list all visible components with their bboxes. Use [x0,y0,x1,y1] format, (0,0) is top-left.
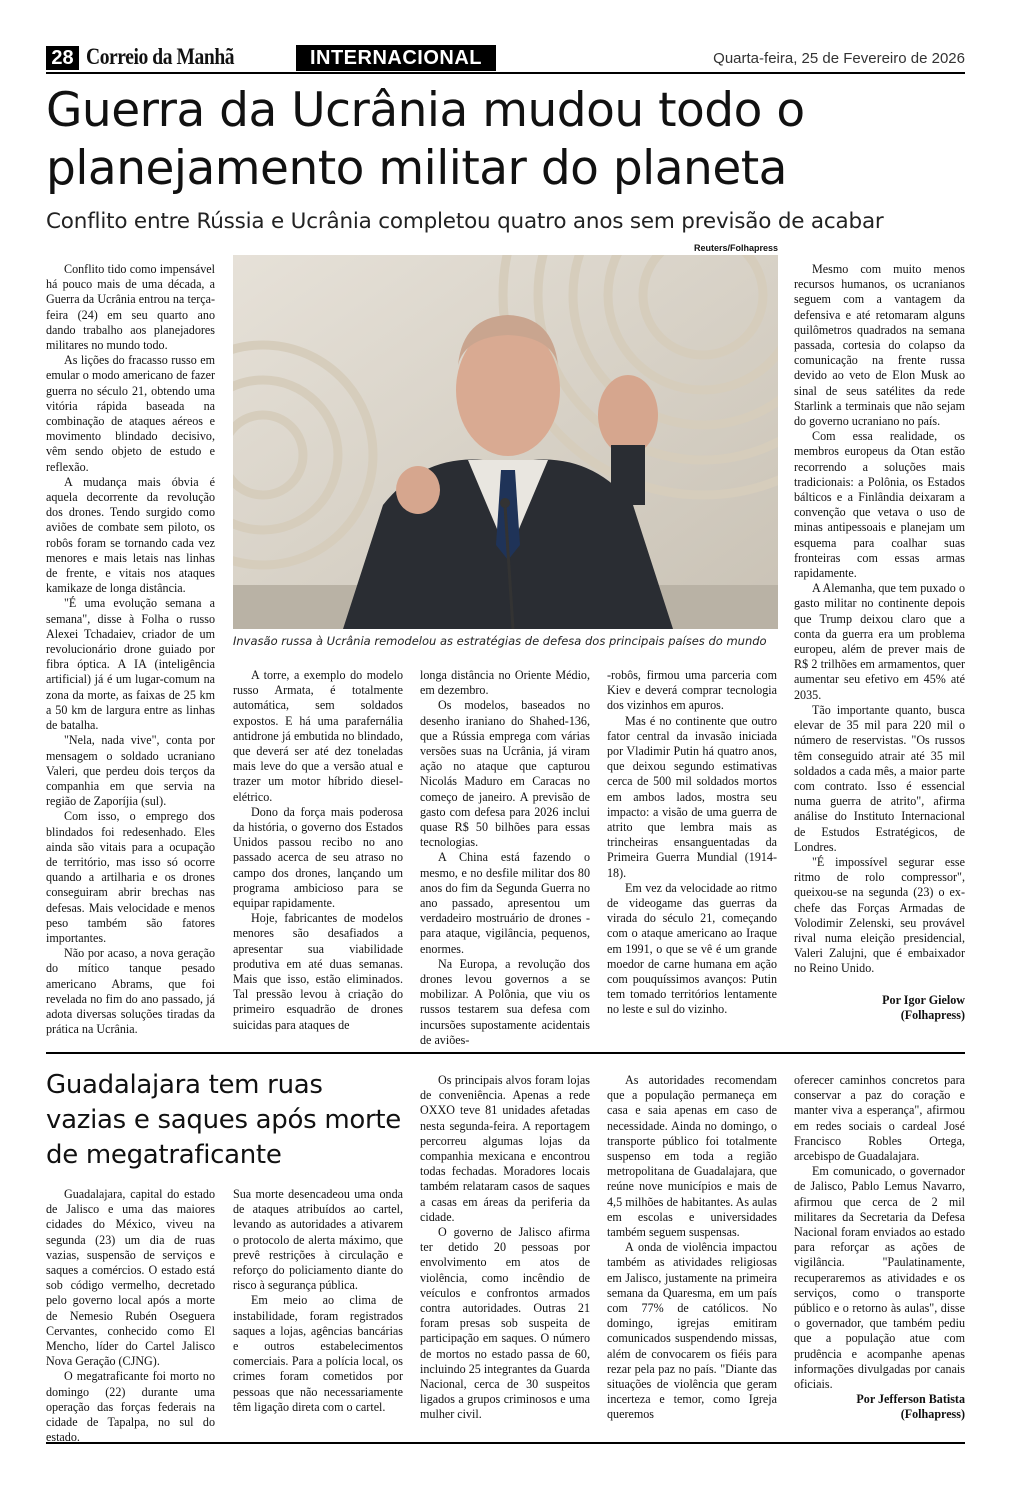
paragraph: Conflito tido como impensável há pouco mais de uma década, a Guerra da Ucrânia entrou na terça-feira (24) em seu quarto ano dando trabalho aos planejadores militares no mundo todo. [46,262,215,353]
paragraph: A torre, a exemplo do modelo russo Armata, é totalmente automática, sem soldados expostos. E há uma parafernália antidrone já embutida no blindado, que deverá ser até dez toneladas mais leve do que a versão atual e trazer um motor híbrido diesel-elétrico. [233,668,403,804]
page-number: 28 [46,46,79,70]
byline-source: (Folhapress) [900,1407,965,1422]
article-column-3 [420,668,590,1048]
paragraph: Os modelos, baseados no desenho iraniano do Shahed-136, que a Rússia emprega com várias versões suas na Ucrânia, já viram ação no ataque que capturou Nicolás Maduro em Caracas no começo de janeiro. A previsão de gasto com defesa para 2026 inclui quase R$ 50 bilhões para essas tecnologias. [420,698,590,850]
photo-caption: Invasão russa à Ucrânia remodelou as estratégias de defesa dos principais países do mundo [233,634,767,648]
issue-date: Quarta-feira, 25 de Fevereiro de 2026 [713,50,965,67]
second-article-column-2 [233,1187,403,1415]
paragraph: A onda de violência impactou também as atividades religiosas em Jalisco, justamente na primeira semana da Quaresma, em um país com 77% de católicos. No domingo, igrejas emitiram comunicados suspendendo missas, além de convocarem os fiéis para rezar pela paz no país. "Diante das situações de violência que geram incerteza e temor, como Igreja queremos [607,1240,777,1422]
paragraph: As lições do fracasso russo em emular o modo americano de fazer guerra no século 21, obtendo uma vitória rápida baseada na combinação de ataques aéreos e movimento blindado decisivo, vêm sendo objeto de estudo e reflexão. [46,353,215,474]
second-article-column-4 [607,1073,777,1423]
paragraph: Com essa realidade, os membros europeus da Otan estão recorrendo a soluções mais tradicionais: a Polônia, os Estados bálticos e a Finlândia deixaram a convenção que vetava o uso de minas antipessoais e planejam um esquema para coalhar suas fronteiras com essas armas rapidamente. [794,429,965,581]
article-column-1 [46,262,215,1037]
byline: Por Jefferson Batista [856,1392,965,1407]
header-rule [46,72,965,74]
paragraph: Os principais alvos foram lojas de conveniência. Apenas a rede OXXO teve 81 unidades afetadas nesta segunda-feira. A reportagem percorreu algumas lojas da companhia mexicana e encontrou todas fechadas. Moradores locais também relataram casos de saques a casas em áreas da periferia da cidade. [420,1073,590,1224]
paragraph: A Alemanha, que tem puxado o gasto militar no continente depois que Trump deixou claro que a conta da guerra era um problema europeu, além de prever mais de R$ 2 trilhões em armamentos, quer aumentar seu efetivo em 45% até 2035. [794,581,965,702]
article-column-2 [233,668,403,1033]
paragraph: Em meio ao clima de instabilidade, foram registrados saques a lojas, agências bancárias e outros estabelecimentos comerciais. Para a polícia local, os crimes foram cometidos por pessoas que não necessariamente têm ligação direta com o cartel. [233,1293,403,1414]
paragraph: Em comunicado, o governador de Jalisco, Pablo Lemus Navarro, afirmou que cerca de 2 mil militares da Secretaria da Defesa Nacional foram enviados ao estado para reforçar as ações de vigilância. "Paulatinamente, recuperaremos as atividades e os serviços, como o transporte público e o retorno às aulas", disse o governador, que também pediu que a população atue com prudência e acompanhe apenas informações divulgadas por canais oficiais. [794,1164,965,1392]
paragraph: Mas é no continente que outro fator central da invasão iniciada por Vladimir Putin há quatro anos, que deixou segundo estimativas cerca de 500 mil soldados mortos em ambos lados, mostra seu impacto: a visão de uma guerra de atrito que lembra mais as trincheiras ensanguentadas da Primeira Guerra Mundial (1914-18). [607,713,777,880]
photo-credit: Reuters/Folhapress [693,243,778,253]
paragraph: Não por acaso, a nova geração do mítico tanque pesado americano Abrams, que foi revelada no fim do ano passado, já adota diversas soluções tiradas da prática na Ucrânia. [46,946,215,1037]
section-divider [46,1052,965,1054]
article-column-4 [607,668,777,1018]
headline: Guerra da Ucrânia mudou todo o planejamento militar do planeta [46,83,805,196]
paragraph: Em vez da velocidade ao ritmo de videogame das guerras da virada do século 21, começando com o ataque americano ao Iraque em 1991, o que se vê é um grande moedor de carne humana em ação com pouquíssimos avanços: Putin tem tomado territórios lentamente no leste e sul do vizinho. [607,880,777,1017]
paragraph: A China está fazendo o mesmo, e no desfile militar dos 80 anos do fim da Segunda Guerra no ano passado, apresentou um verdadeiro mostruário de drones - para ataque, vigilância, pequenos, enormes. [420,850,590,956]
masthead: Correio da Manhã [86,44,235,69]
byline-source: (Folhapress) [900,1007,965,1022]
paragraph: Dono da força mais poderosa da história, o governo dos Estados Unidos passou recibo no ano passado acerca de seu atraso no campo dos drones, lançando um programa ambicioso para se equipar rapidamente. [233,804,403,911]
paragraph: Na Europa, a revolução dos drones levou governos a se mobilizar. A Polônia, que viu os russos testarem sua defesa com incursões supostamente acidentais de aviões- [420,956,590,1047]
paragraph: O governo de Jalisco afirma ter detido 20 pessoas por envolvimento em atos de violência, como incêndio de veículos e confrontos armados contra autoridades. Outras 21 foram presas sob suspeita de participação em saques. O número de mortos no estado passa de 60, incluindo 25 integrantes da Guarda Nacional, cerca de 30 suspeitos ligados a grupos criminosos e uma mulher civil. [420,1225,590,1422]
article-column-5 [794,262,965,1023]
photo-illustration [233,255,778,629]
paragraph: Guadalajara, capital do estado de Jalisco e uma das maiores cidades do México, viveu na segunda (23) um dia de ruas vazias, suspensão de serviços e saques a comércios. O estado está sob código vermelho, decretado pelo governo local após a morte de Nemesio Rubén Oseguera Cervantes, conhecido como El Mencho, líder do Cartel Jalisco Nova Geração (CJNG). [46,1187,215,1369]
paragraph: O megatraficante foi morto no domingo (22) durante uma operação das forças federais na cidade de Tapalpa, no sul do estado. [46,1369,215,1445]
news-photo [233,255,778,629]
paragraph: "É impossível segurar esse ritmo de rolo compressor", queixou-se na segunda (23) o ex-chefe das Forças Armadas de Volodimir Zelenski, seu provável rival numa eleição presidencial, Valeri Zalujni, que é embaixador no Reino Unido. [794,854,965,976]
paragraph: Tão importante quanto, busca elevar de 35 mil para 220 mil o número de reservistas. "Os russos têm conseguido atrair até 35 mil soldados a cada mês, a maior parte com contrato. Isso é essencial numa guerra de atrito", afirma análise do Instituto Internacional de Estudos Estratégicos, de Londres. [794,702,965,854]
second-article-column-1 [46,1187,215,1445]
footer-rule [46,1442,965,1444]
paragraph: longa distância no Oriente Médio, em dezembro. [420,668,590,698]
paragraph: Sua morte desencadeou uma onda de ataques atribuídos ao cartel, levando as autoridades a ativarem o protocolo de alerta máximo, que prevê restrições à circulação e reforço do policiamento diante do risco à segurança pública. [233,1187,403,1293]
byline: Por Igor Gielow [882,992,965,1007]
paragraph: Mesmo com muito menos recursos humanos, os ucranianos seguem com a vantagem da defensiva e até retomaram alguns quilômetros quadrados na semana passada, cortesia do colapso da comunicação na frente russa devido ao veto de Elon Musk ao sinal de seus satélites da rede Starlink a terminais que não sejam do governo ucraniano no país. [794,262,965,429]
second-headline: Guadalajara tem ruas vazias e saques após morte de megatraficante [46,1070,401,1170]
paragraph: -robôs, firmou uma parceria com Kiev e deverá comprar tecnologia dos vizinhos em apuros. [607,668,777,713]
paragraph: "É uma evolução semana a semana", disse à Folha o russo Alexei Tchadaiev, criador de um revolucionário drone guiado por fibra óptica. A IA (inteligência artificial) já é um lugar-comum na zona da morte, as faixas de 25 km a 50 km de largura entre as linhas de batalha. [46,596,215,733]
paragraph: As autoridades recomendam que a população permaneça em casa e saia apenas em caso de necessidade. Ainda no domingo, o transporte público foi totalmente suspenso em toda a região metropolitana de Guadalajara, que reúne nove municípios e mais de 4,5 milhões de habitantes. As aulas em escolas e universidades também seguem suspensas. [607,1073,777,1240]
second-article-column-5 [794,1073,965,1423]
section-label: INTERNACIONAL [296,45,496,71]
paragraph: A mudança mais óbvia é aquela decorrente da revolução dos drones. Tendo surgido como aviões de combate sem piloto, os robôs foram se tornando cada vez menores e mais letais nas linhas de frente, e vitais nos ataques kamikaze de longa distância. [46,474,215,596]
paragraph: Com isso, o emprego dos blindados foi redesenhado. Eles ainda são vitais para a ocupação de território, mas isso só ocorre quando a artilharia e os drones conseguiram abrir brechas nas defesas. Mais velocidade e menos peso também são fatores importantes. [46,809,215,945]
paragraph: "Nela, nada vive", conta por mensagem o soldado ucraniano Valeri, que perdeu dois terços da companhia em que servia na região de Zaporíjia (sul). [46,733,215,809]
paragraph: oferecer caminhos concretos para conservar a paz do coração e manter viva a esperança", afirmou em redes sociais o cardeal José Francisco Robles Ortega, arcebispo de Guadalajara. [794,1073,965,1164]
paragraph: Hoje, fabricantes de modelos menores são desafiados a apresentar sua viabilidade produtiva em até duas semanas. Mais que isso, estão eliminados. Tal pressão levou à criação do primeiro esquadrão de drones suicidas para ataques de [233,911,403,1032]
second-article-column-3 [420,1073,590,1423]
subheadline: Conflito entre Rússia e Ucrânia completou quatro anos sem previsão de acabar [46,209,884,234]
